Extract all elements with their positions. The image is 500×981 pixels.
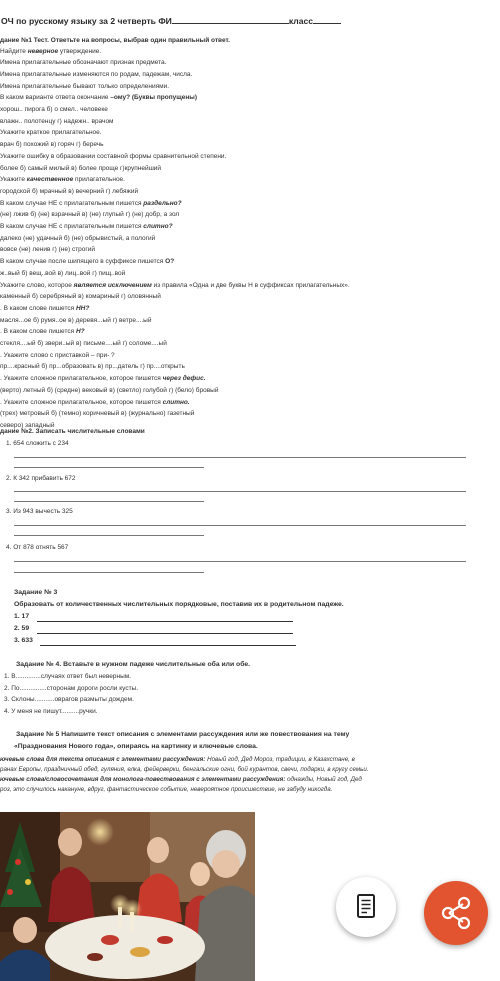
task1-line: [0, 305, 89, 313]
worksheet-header: [1, 16, 341, 26]
task4-item-1: 1. В..............случаях ответ был неверным.: [4, 673, 132, 680]
task1-line: [0, 363, 185, 371]
task1-line: [0, 129, 102, 137]
task1-line: [0, 410, 194, 418]
answer-line[interactable]: [14, 535, 204, 536]
task1-line-text: Укажите слово, которое: [0, 281, 74, 289]
task1-line-text: В каком случае НЕ с прилагательным пишется: [0, 199, 144, 207]
task5-keywords1-text: Новый год, Дед Мороз, традиции, в Казахстане, в: [205, 756, 355, 763]
task1-line-text: северо) западный: [0, 421, 55, 429]
task2-item-2: 2. К 342 прибавить 672: [6, 475, 76, 482]
task1-line: [0, 176, 125, 184]
task1-line-text: Укажите краткое прилагательное.: [0, 129, 102, 137]
answer-line[interactable]: [14, 457, 466, 458]
task1-line-text: В каком случае после шипящего в суффиксе пишется: [0, 258, 166, 266]
task1-emphasis: слитно.: [162, 398, 190, 406]
task1-line: [0, 282, 350, 290]
answer-line[interactable]: [14, 561, 466, 562]
task1-line-text: городской б) мрачный в) вечерний г) лебяжий: [0, 187, 139, 195]
answer-line[interactable]: [37, 621, 293, 622]
task1-line: [0, 235, 155, 243]
task5-keywords2-cont: роз, это случилось накануне, вдруг, фантастическое событие, невероятное происшествие, не забуду никогда.: [0, 786, 333, 793]
task1-line: [0, 141, 104, 149]
answer-line[interactable]: [14, 572, 204, 573]
task1-line: [0, 399, 190, 407]
task4-item-2: 2. По...............сторонам дороги росли кусты.: [4, 685, 139, 692]
task1-emphasis: неверное: [27, 47, 59, 55]
task1-emphasis: утверждение.: [59, 47, 102, 55]
task5-keywords1-label: ючевые слова для текста описания с элементами рассуждения:: [0, 756, 206, 763]
task1-line-text: масля...ое б) румя..ое в) деревя...ый г) ветре....ый: [0, 316, 152, 324]
task1-line: [0, 317, 152, 325]
task1-line: [0, 352, 115, 360]
task1-line-text: . Укажите слово с приставкой – при- ?: [0, 351, 115, 359]
task1-line: [0, 48, 101, 56]
task1-line-text: каменный б) серебряный в) комариный г) оловянный: [0, 293, 161, 301]
task1-line-text: (трех) метровый б) (темно) коричневый в) (журнально) газетный: [0, 410, 195, 418]
task1-line-text: Найдите: [0, 47, 28, 55]
task1-line-text: Имена прилагательные бывают только определениями.: [0, 82, 170, 90]
task3-item-3: 3. 633: [14, 637, 33, 644]
task1-emphasis: через дефис.: [162, 375, 206, 383]
task1-emphasis: является исключением: [73, 281, 152, 289]
task1-emphasis: Н?: [75, 328, 85, 336]
task1-line-text: (верто) летный б) (средне) вековый в) (светло) голубой г) (бело) бровый: [0, 386, 219, 394]
task1-line: [0, 246, 95, 254]
task5-keywords1-cont: ранах Европы, праздничный обед, гуляния, елка, фейерверки, бенгальские огни, бой курантов, свечи, подарки, в кругу семьи.: [0, 766, 369, 773]
task1-line: [0, 293, 161, 301]
task1-line: [0, 340, 167, 348]
header-class: класс: [288, 16, 314, 26]
task1-line: [0, 375, 206, 383]
task4-item-4: 4. У меня не пишут..........ручки.: [4, 708, 98, 715]
answer-line[interactable]: [14, 491, 466, 492]
task1-line-text: стекля....ый б) звери..ый в) письме....ый г) соломе....ый: [0, 340, 167, 347]
task1-line-text: . Укажите сложное прилагательное, которое пишется: [0, 398, 163, 406]
task1-line: [0, 165, 161, 173]
task1-line-text: . Укажите сложное прилагательное, которое пишется: [0, 375, 163, 383]
task1-line: [0, 118, 114, 126]
answer-line[interactable]: [37, 633, 293, 634]
family-celebration-photo: [0, 812, 255, 981]
task1-line: [0, 94, 197, 102]
task1-line: [0, 153, 226, 161]
task2-item-4: 4. От 878 отнять 567: [6, 544, 69, 551]
task1-line: [0, 211, 179, 219]
task1-line: [0, 387, 218, 395]
task1-line-text: врач б) похожий в) горяч г) беречь: [0, 141, 104, 149]
task1-emphasis: слитно?: [143, 223, 173, 230]
task1-line-text: . В каком слове пишется: [0, 328, 76, 336]
task1-line: [0, 328, 85, 336]
answer-line[interactable]: [40, 645, 296, 646]
task1-emphasis: из правила «Одна и две буквы Н в суффиксах прилагательных».: [153, 281, 350, 289]
task4-item-3: 3. Склоны...........оврагов размыты дождем.: [4, 696, 134, 703]
task1-line-text: . В каком слове пишется: [0, 304, 76, 312]
answer-line[interactable]: [14, 501, 204, 502]
task1-line-text: далеко (не) удачный б) (не) обрывистый, а пологий: [0, 234, 156, 242]
task1-line: [0, 59, 166, 67]
share-button[interactable]: [424, 881, 488, 945]
task1-line: [0, 106, 108, 114]
task4-title: Задание № 4. Вставьте в нужном падеже числительные оба или обе.: [16, 661, 251, 668]
task3-item-1: 1. 17: [14, 613, 30, 620]
task1-emphasis: качественное: [26, 176, 74, 184]
task2-title: дание №2. Записать числительные словами: [0, 428, 145, 435]
task1-title: дание №1 Тест. Ответьте на вопросы, выбрав один правильный ответ.: [0, 37, 230, 44]
task1-emphasis: –ому? (Буквы пропущены): [110, 94, 197, 102]
task1-line-text: влажн.. полотенцу г) надежн.. врачом: [0, 117, 114, 125]
task2-item-3: 3. Из 943 вычесть 325: [6, 508, 73, 515]
task1-line: [0, 223, 173, 231]
task1-line: [0, 188, 138, 196]
task3-title: Задание № 3: [14, 589, 58, 596]
answer-line[interactable]: [14, 525, 466, 526]
photo-drawing: [0, 812, 255, 981]
task1-line-text: В каком варианте ответа окончание: [0, 94, 111, 102]
document-button[interactable]: [336, 877, 396, 937]
task1-line-text: Имена прилагательные обозначают признак предмета.: [0, 59, 167, 67]
task1-line-text: В каком случае НЕ с прилагательным пишется: [0, 223, 144, 230]
answer-line[interactable]: [14, 467, 204, 468]
task1-line-text: пр....красный б) пр...образовать в) пр...датель г) пр....открыть: [0, 363, 185, 371]
task3-item-2: 2. 59: [14, 625, 30, 632]
task1-line: [0, 258, 174, 266]
task1-line-text: Укажите: [0, 176, 27, 184]
task1-line-text: ж..вый б) вещ..вой в) лиц..вой г) пищ..вой: [0, 269, 126, 277]
task1-line-text: Укажите ошибку в образовании составной формы сравнительной степени.: [0, 152, 227, 160]
task1-line: [0, 270, 125, 278]
task1-line-text: (не) лжив б) (не) взрачный в) (не) глупый г) (не) добр, а зол: [0, 211, 180, 219]
task1-emphasis: раздельно?: [143, 199, 182, 207]
task1-line-text: вовсе (не) ленив г) (не) строгий: [0, 246, 96, 254]
task1-line-text: более б) самый милый в) более проще г)крупнейший: [0, 164, 162, 172]
task5-keywords2-text: однажды, Новый год, Дед: [285, 776, 362, 783]
task3-subtitle: Образовать от количественных числительных порядковые, поставив их в родительном падеже.: [14, 601, 344, 608]
task5-title: Задание № 5 Напишите текст описания с элементами рассуждения или же повествования на тему: [16, 731, 350, 738]
task1-emphasis: прилагательное.: [75, 176, 125, 184]
task1-emphasis: О?: [165, 258, 175, 266]
task5-title-line2: «Празднования Нового года», опираясь на картинку и ключевые слова.: [14, 743, 258, 750]
document-icon: [336, 877, 396, 937]
task1-emphasis: НН?: [75, 304, 90, 312]
task1-line-text: Имена прилагательные изменяются по родам, падежам, числа.: [0, 70, 193, 78]
task1-line: [0, 200, 182, 208]
task5-keywords2-label: ючевые слова/словосочетания для монолога-повествования с элементами рассуждения:: [0, 776, 286, 783]
task1-line: [0, 83, 169, 91]
task1-line-text: хорош.. пирога б) о смел.. человеке: [0, 106, 108, 113]
share-icon: [424, 881, 488, 945]
task1-line: [0, 71, 192, 79]
header-title: ОЧ по русскому языку за 2 четверть ФИ: [1, 16, 172, 26]
task2-item-1: 1. 654 сложить с 234: [6, 440, 69, 447]
